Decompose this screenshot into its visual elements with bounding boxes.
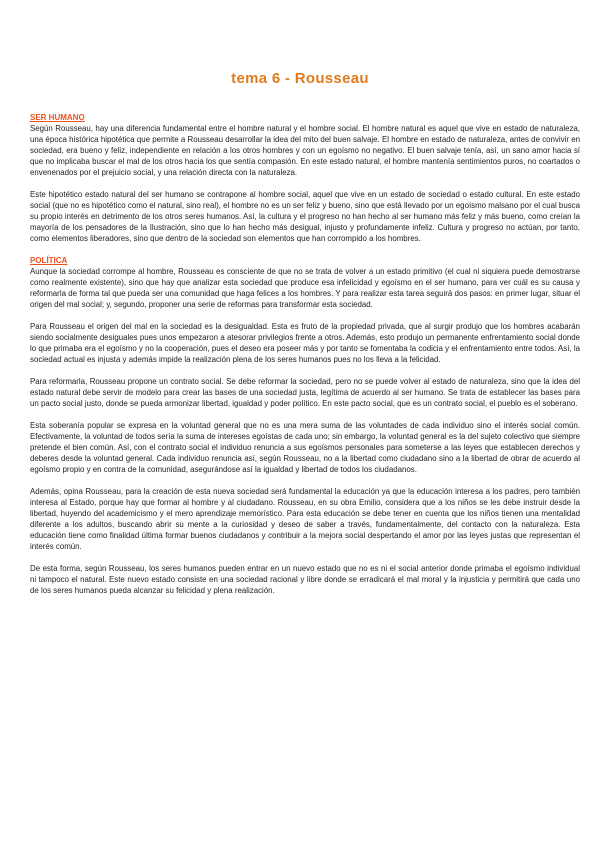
section-politica: [30, 255, 580, 596]
section-ser-humano: [30, 112, 580, 244]
paragraph: Esta soberanía popular se expresa en la voluntad general que no es una mera suma de las voluntades de cada individuo sino el interés social común. Efectivamente, la voluntad de todos sería la suma de intereses egoístas de cada uno; sin embargo, la voluntad general es la del sujeto colectivo que siempre pretende el bien común. Así, con el contrato social el individuo renuncia a sus egoísmos personales para someterse a las leyes que establecen derechos y deberes desde la voluntad general. Cada individuo renuncia así, según Rousseau, no a la libertad como ciudadano sino a la libertad de obrar de acuerdo al egoísmo propio y en contra de la comunidad, asegurándose así la igualdad y libertad de todos los ciudadanos.: [30, 421, 580, 474]
paragraph: Este hipotético estado natural del ser humano se contrapone al hombre social, aquel que vive en un estado de sociedad o estado cultural. En este estado social (que no es hipotético como el natural, sino real), el hombre no es un ser feliz y bueno, sino que está llevado por un egoísmo malsano por el cual busca su propio interés en detrimento de los otros seres humanos. Así, la cultura y el progreso no han hecho al ser humano más feliz y más bueno, como creían la mayoría de los pensadores de la Ilustración, sino que lo han hecho más desigual, injusto y profundamente infeliz. Cultura y progreso no actúan, por tanto, como elementos liberadores, sino que dentro de la sociedad son elementos que han corrompido a los hombres.: [30, 190, 580, 243]
paragraph: Para Rousseau el origen del mal en la sociedad es la desigualdad. Esta es fruto de la propiedad privada, que al surgir produjo que los hombres acabarán siendo socialmente desiguales pues unos empezaron a atesorar privilegios frente a otros. Además, esto produjo un permanente enfrentamiento social donde lo que primaba era el egoísmo y no la cooperación, pues el deseo era poseer más y por tanto se fomentaba la codicia y el enfrentamiento entre todos. Así, la sociedad actual es injusta y además impide la realización plena de los seres humanos pues no los lleva a la felicidad.: [30, 322, 580, 364]
document-body: [30, 112, 580, 607]
paragraph: De esta forma, según Rousseau, los seres humanos pueden entrar en un nuevo estado que no es ni el social anterior donde primaba el egoísmo individual ni tampoco el natural. Este nuevo estado consiste en una sociedad racional y libre donde se erradicará el mal moral y la injusticia y permitirá que cada uno de los seres humanos pueda alcanzar su felicidad y plena realización.: [30, 564, 580, 595]
section-heading-politica: POLÍTICA: [30, 256, 68, 265]
paragraph: Además, opina Rousseau, para la creación de esta nueva sociedad será fundamental la educación ya que la educación interesa a los padres, pero también interesa al Estado, porque hay que formar al hombre y al ciudadano. Rousseau, en su obra Emilio, considera que a los niños se les debe instruir desde la libertad, huyendo del academicismo y el mero aprendizaje memorístico. Para esta educación se debe tener en cuenta que los niños tienen una mentalidad diferente a los adultos, buscando abrir su mente a la curiosidad y deseo de saber a través, fundamentalmente, del contacto con la naturaleza. Esta educación tiene como finalidad última formar buenos ciudadanos y contribuir a la mejora social despertando el amor por las leyes justas que representan el interés común.: [30, 487, 580, 551]
paragraph: Según Rousseau, hay una diferencia fundamental entre el hombre natural y el hombre social. El hombre natural es aquel que vive en estado de naturaleza, una época histórica hipotética que permite a Rousseau desarrollar la idea del mito del buen salvaje. El hombre en estado de naturaleza, antes de convivir en sociedad, era bueno y feliz, independiente en relación a los otros hombres y con un egoísmo no negativo. El buen salvaje tenía, así, un sano amor hacia sí que no implicaba buscar el mal de los otros hacia los que sentía compasión. En este estado natural, el hombre mantenía sentimientos puros, no coartados o envenenados por el prejuicio social, y una relación directa con la naturaleza.: [30, 124, 580, 177]
paragraph: Para reformarla, Rousseau propone un contrato social. Se debe reformar la sociedad, pero no se puede volver al estado de naturaleza, sino que la idea del estado natural debe servir de modelo para crear las bases de una sociedad justa, legítima de acuerdo al ser humano. Se trata de establecer las bases para un pacto social justo, donde se pueda armonizar libertad, igualdad y poder político. En este pacto social, que es un contrato social, el pueblo es el soberano.: [30, 377, 580, 408]
section-heading-ser-humano: SER HUMANO: [30, 113, 85, 122]
paragraph: Aunque la sociedad corrompe al hombre, Rousseau es consciente de que no se trata de volver a un estado primitivo (el cual ni siquiera puede demostrarse como realmente existente), sino que hay que analizar esta sociedad que produce esa infelicidad y egoísmo en el ser humano, para ver cuál es su causa y reformarla de forma tal que pueda ser una comunidad que haga felices a los hombres. Y para realizar esta tarea seguirá dos pasos: en primer lugar, situar el origen del mal social; y, segundo, proponer una serie de reformas para transformar esta sociedad.: [30, 267, 580, 309]
document-title: tema 6 - Rousseau: [231, 70, 369, 87]
